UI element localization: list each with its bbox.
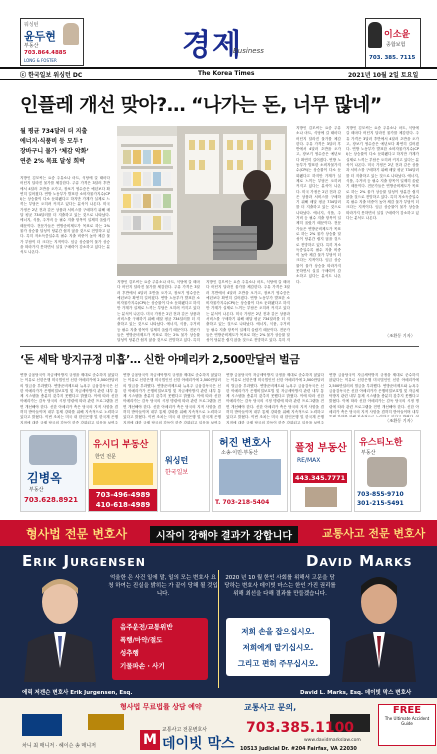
firm-phone[interactable]: 703.385.1100	[246, 720, 355, 736]
small-ad-1[interactable]	[20, 430, 86, 512]
agent-photo	[367, 457, 407, 487]
section-title: 경제	[182, 28, 242, 63]
lawyer-right-portrait	[338, 572, 420, 682]
label-criminal: 형사법 전문 변호사	[26, 527, 128, 541]
masthead-right-ad[interactable]	[365, 18, 421, 68]
main-article-col-2: 지방인 김모씨는 요즘 주유소나 마트, 식당에 갈 때마다 어딘지 달라진 물가를 체감한다. 주유 가격은 3달러 후반에서 4달러 초반을 오가고, 장보기 영수증은 예년보다 확연히 길어졌다. 연방 노동부가 발표한 소비자물가지수(CPI)는 상승률이 다소 둔화됐다고 하지만 가계가 실제로 느끼는 부담은 오히려 커지고 있다는 분석이 나온다. 미국 가정은 2년 전과 같은 상품과 서비스를 구매하기 위해 매달 평균 734달러를 더 지출하고 있는 것으로 나타났다. 에너지, 식품, 주거비 등 필수 지출 항목이 일제히 올랐기 때문이다. 전문가들은 연방준비제도가 목표로 하는 2% 물가 상승률 달성이 당분간 쉽지 않을 것으로 전망하고 있다. 특히	[117, 280, 200, 342]
ad-sub: 부동산	[361, 450, 376, 456]
ad-sub: 한인 전문	[95, 454, 116, 460]
dateline-right: 2021년 10월 2일 토요일	[348, 72, 419, 79]
label-tagline: 시작이 강해야 결과가 강합니다	[150, 526, 298, 543]
main-article-col-1: 지방인 김모씨는 요즘 주유소나 마트, 식당에 갈 때마다 어딘지 달라진 물가를 체감한다. 주유 가격은 3달러 후반에서 4달러 초반을 오가고, 장보기 영수증은 예년보다 확연히 길어졌다. 연방 노동부가 발표한 소비자물가지수(CPI)는 상승률이 다소 둔화됐다고 하지만 가계가 실제로 느끼는 부담은 오히려 커지고 있다는 분석이 나온다. 미국 가정은 2년 전과 같은 상품과 서비스를 구매하기 위해 매달 평균 734달러를 더 지출하고 있는 것으로 나타났다. 에너지, 식품, 주거비 등 필수 지출 항목이 일제히 올랐기 때문이다. 전문가들은 연방준비제도가 목표로 하는 2% 물가 상승률 달성이 당분간 쉽지 않을 것으로 전망하고 있다. 특히 저소득층일수록 필수 지출 비중이 높아 체감 물가 부담이 더 크다는 지적이다. 임금 상승률이 물가 상승을 따라가지 못하면서 실질 구매력이 감소하고 있다는 분석도 나온다.	[20, 176, 110, 255]
text-left: 억울한 은 사건 일에 말, 일의 모는 변호사 요청 하여는 진실을 밝히는 가 끝이 당해 될 것입니다.	[108, 575, 218, 597]
small-ad-5[interactable]	[290, 430, 352, 512]
name-right: David Marks	[306, 552, 413, 570]
lawyer-left-portrait	[20, 572, 100, 682]
label-traffic: 교통사고 전문 변호사	[322, 527, 426, 540]
second-headline: ‘돈 세탁 방지규정 미흡’… 신한 아메리카 2,500만달러 벌금	[20, 353, 300, 366]
second-article-col-1: 연방 금융당국이 자금세탁방지 규정을 제대로 준수하지 않았다는 이유로 신한은행 미국법인인 신한 아메리카에 2,500만달러의 벌금을 부과했다. 연방준비제도와 뉴욕주 금융감독국은 신한 아메리카가 은행비밀보호법 및 자금세탁방지 관련 내부 통제 시스템을 충분히 갖추지 못했다고 밝혔다. 이에 따라 신한 아메리카는 감독 당국의 시정 명령에 따라 관련 프로그램을 전면 개선해야 한다. 신한 아메리카 측은 당국의 지적 사항을 겸허히 받아들이며 내부 통제 강화를 위해 지속적으로 노력하고 있다고 밝혔다. 이번 조치는 미국 내 한인은행 및 한국계 은행 지점에 대한 규제 당국의 감독이 한층 강화되고 있음을 보여주	[20, 373, 118, 424]
small-ad-2[interactable]	[88, 430, 158, 512]
main-article-photo	[117, 126, 287, 276]
ad-phone: 443.345.7771	[295, 474, 346, 482]
ad-banner	[93, 463, 153, 485]
staff-names: 차니 최 매니저 · 헤이슨 송 매니저	[22, 743, 96, 749]
ad-sub: RE/MAX	[297, 457, 321, 464]
bottom-left-name: 에릭 저겐슨 변호사 Erik Jurgensen, Esq.	[22, 690, 133, 696]
bullet-1: 음주운전/교통위반	[120, 623, 173, 631]
main-headline: 인플레 개선 맞아?… “나가는 돈, 너무 많네”	[20, 94, 382, 116]
ad-title: 유시디 부동산	[93, 440, 149, 450]
ad-sub: 한국일보	[165, 469, 189, 476]
ad-sub: 부동산	[29, 487, 44, 493]
consult-left[interactable]: 형사법 무료법률 상담 예약	[120, 703, 202, 711]
small-ad-4[interactable]	[212, 430, 288, 512]
supermarket-photo-illustration	[117, 126, 287, 276]
ad-sub: 소송·이민·부동산	[221, 450, 258, 456]
notable-badge	[88, 714, 124, 730]
super-lawyers-badge	[22, 714, 62, 736]
bullet-2: 폭행/마약/절도	[120, 636, 163, 644]
subhead-1: 월 평균 734달러 더 지출	[20, 128, 88, 135]
agent-photo	[63, 23, 79, 45]
second-article-byline: 〈조환동 기자〉	[385, 418, 415, 423]
second-article-col-3: 연방 금융당국이 자금세탁방지 규정을 제대로 준수하지 않았다는 이유로 신한은행 미국법인인 신한 아메리카에 2,500만달러의 벌금을 부과했다. 연방준비제도와 뉴욕주 금융감독국은 신한 아메리카가 은행비밀보호법 및 자금세탁방지 관련 내부 통제 시스템을 충분히 갖추지 못했다고 밝혔다. 이에 따라 신한 아메리카는 감독 당국의 시정 명령에 따라 관련 프로그램을 전면 개선해야 한다. 신한 아메리카 측은 당국의 지적 사항을 겸허히 받아들이며 내부 통제 강화를 위해 지속적으로 노력하고 있다고 밝혔다. 이번 조치는 미국 내 한인은행 및 한국계 은행 지점에 대한 규제 당국의 감독이 한층 강화되고 있음을 보여주	[226, 373, 324, 424]
dateline-center: The Korea Times	[198, 70, 255, 77]
free-guide-box[interactable]	[378, 704, 436, 746]
center-divider	[218, 570, 219, 688]
section-subtitle: Business	[233, 47, 264, 55]
bullet-list	[112, 618, 208, 680]
dateline-rule-top	[0, 67, 437, 69]
ad-phone: 703.628.8921	[24, 496, 79, 504]
quote-line-3: 그리고 편히 주무십시오.	[237, 659, 319, 668]
ad-title: 유스티노한	[359, 438, 403, 448]
free-sub: The Ultimate Accident Guide	[384, 716, 430, 726]
lawyer-ad[interactable]	[0, 520, 437, 754]
name-left: Erik Jurgensen	[22, 552, 146, 570]
masthead-left-ad[interactable]	[20, 18, 84, 66]
small-ad-6[interactable]	[354, 430, 421, 512]
agent-photo	[368, 22, 382, 48]
quote-line-2: 저희에게 맡기십시오.	[242, 643, 314, 652]
ad-phone: 703-855-9710 301-215-5491	[357, 491, 404, 507]
main-subheads	[20, 127, 100, 173]
text-right: 2020 년 10 월 한인 사회를 위해서 고문을 담당하는 변호사 데이빗 마스는 한인 가진 권리를 위해 최선을 다해 결과를 만들겠습니다.	[224, 575, 336, 597]
consult-right[interactable]: 교통사고 문의,	[244, 703, 297, 712]
capitol-photo	[219, 459, 281, 495]
ad-role: 종합보험	[386, 42, 406, 48]
firm-address: 10513 Judicial Dr. #204 Fairfax, VA 22030	[240, 746, 357, 752]
ad-title: 김병옥	[27, 471, 62, 485]
ad-title: 폴정 부동산	[295, 443, 347, 454]
article-divider	[20, 346, 419, 347]
ad-title: 허진 변호사	[219, 438, 271, 449]
ad-phone: T. 703-218-5404	[215, 499, 270, 506]
firm-logo: M	[140, 730, 160, 750]
firm-website[interactable]: www.davidmarkslaw.com	[304, 738, 361, 743]
subhead-2: 에너지·식품비 등 모두↑	[20, 138, 84, 145]
small-ad-3[interactable]	[160, 430, 210, 512]
ad-role: 부동산	[24, 43, 39, 49]
ad-photo	[29, 435, 77, 465]
dateline-left: ⓒ 한국일보 워싱턴 DC	[20, 72, 83, 79]
bullet-3: 성추행	[120, 649, 139, 657]
main-article-col-3: 지방인 김모씨는 요즘 주유소나 마트, 식당에 갈 때마다 어딘지 달라진 물가를 체감한다. 주유 가격은 3달러 후반에서 4달러 초반을 오가고, 장보기 영수증은 예년보다 확연히 길어졌다. 연방 노동부가 발표한 소비자물가지수(CPI)는 상승률이 다소 둔화됐다고 하지만 가계가 실제로 느끼는 부담은 오히려 커지고 있다는 분석이 나온다. 미국 가정은 2년 전과 같은 상품과 서비스를 구매하기 위해 매달 평균 734달러를 더 지출하고 있는 것으로 나타났다. 에너지, 식품, 주거비 등 필수 지출 항목이 일제히 올랐기 때문이다. 전문가들은 연방준비제도가 목표로 하는 2% 물가 상승률 달성이 당분간 쉽지 않을 것으로 전망하고 있다. 특히 저	[206, 280, 290, 342]
ad-phone: 703-496-4989 410-618-4989	[89, 489, 157, 512]
main-article-col-5: 지방인 김모씨는 요즘 주유소나 마트, 식당에 갈 때마다 어딘지 달라진 물가를 체감한다. 주유 가격은 3달러 후반에서 4달러 초반을 오가고, 장보기 영수증은 예년보다 확연히 길어졌다. 연방 노동부가 발표한 소비자물가지수(CPI)는 상승률이 다소 둔화됐다고 하지만 가계가 실제로 느끼는 부담은 오히려 커지고 있다는 분석이 나온다. 미국 가정은 2년 전과 같은 상품과 서비스를 구매하기 위해 매달 평균 734달러를 더 지출하고 있는 것으로 나타났다. 에너지, 식품, 주거비 등 필수 지출 항목이 일제히 올랐기 때문이다. 전문가들은 연방준비제도가 목표로 하는 2% 물가 상승률 달성이 당분간 쉽지 않을 것으로 전망하고 있다. 특히 저소득층일수록 필수 지출 비중이 높아 체감 물가 부담이 더 크다는 지적이다. 임금 상승률이 물가 상승을 따라가지 못하면서 실질 구매력이 감소하고 있다는 분석도 나온다.	[346, 126, 419, 221]
ad-tag: 워싱턴	[24, 22, 39, 28]
dateline-rule-bottom	[0, 79, 437, 80]
free-title: FREE	[392, 705, 422, 716]
main-article-byline: 〈조환동 기자〉	[385, 333, 415, 338]
ad-office: LONG & FOSTER	[24, 58, 57, 63]
bottom-right-name: David L. Marks, Esq. 데이빗 막스 변호사	[300, 690, 412, 696]
second-article-col-4: 연방 금융당국이 자금세탁방지 규정을 제대로 준수하지 않았다는 이유로 신한은행 미국법인인 신한 아메리카에 2,500만달러의 벌금을 부과했다. 연방준비제도와 뉴욕주 금융감독국은 신한 아메리카가 은행비밀보호법 및 자금세탁방지 관련 내부 통제 시스템을 충분히 갖추지 못했다고 밝혔다. 이에 따라 신한 아메리카는 감독 당국의 시정 명령에 따라 관련 프로그램을 전면 개선해야 한다. 신한 아메리카 측은 당국의 지적 사항을 겸허히 받아들이며 내부	[329, 373, 419, 415]
right-quote-box	[226, 618, 330, 676]
main-article-col-4: 지방인 김모씨는 요즘 주유소나 마트, 식당에 갈 때마다 어딘지 달라진 물가를 체감한다. 주유 가격은 3달러 후반에서 4달러 초반을 오가고, 장보기 영수증은 예년보다 확연히 길어졌다. 연방 노동부가 발표한 소비자물가지수(CPI)는 상승률이 다소 둔화됐다고 하지만 가계가 실제로 느끼는 부담은 오히려 커지고 있다는 분석이 나온다. 미국 가정은 2년 전과 같은 상품과 서비스를 구매하기 위해 매달 평균 734달러를 더 지출하고 있는 것으로 나타났다. 에너지, 식품, 주거비 등 필수 지출 항목이 일제히 올랐기 때문이다. 전문가들은 연방준비제도가 목표로 하는 2% 물가 상승률 달성이 당분간 쉽지 않을 것으로 전망하고 있다. 특히 저소득층일수록 필수 지출 비중이 높아 체감 물가 부담이 더 크다는 지적이다. 임금 상승률이 물가 상승을 따라가지 못하면서 실질 구매력이 감소하고 있다는 분석도 나온다.	[296, 126, 341, 284]
second-article-col-2: 연방 금융당국이 자금세탁방지 규정을 제대로 준수하지 않았다는 이유로 신한은행 미국법인인 신한 아메리카에 2,500만달러의 벌금을 부과했다. 연방준비제도와 뉴욕주 금융감독국은 신한 아메리카가 은행비밀보호법 및 자금세탁방지 관련 내부 통제 시스템을 충분히 갖추지 못했다고 밝혔다. 이에 따라 신한 아메리카는 감독 당국의 시정 명령에 따라 관련 프로그램을 전면 개선해야 한다. 신한 아메리카 측은 당국의 지적 사항을 겸허히 받아들이며 내부 통제 강화를 위해 지속적으로 노력하고 있다고 밝혔다. 이번 조치는 미국 내 한인은행 및 한국계 은행 지점에 대한 규제 당국의 감독이 한층 강화되고 있음을 보여주	[123, 373, 221, 424]
firm-tagline: 교통사고 전문변호사	[162, 727, 208, 733]
ad-name: 이소윤	[384, 30, 411, 40]
ad-phone: 703. 385. 7115	[369, 55, 416, 61]
quote-line-1: 저희 손을 잡으십시오.	[241, 627, 315, 636]
subhead-4: 연준 2% 목표 달성 희박	[20, 158, 85, 165]
subhead-3: 장바구니 물가 ‘체감 악화’	[20, 148, 89, 155]
firm-name: 데이빗 막스	[162, 736, 235, 752]
ad-phone: 703.864.4885	[24, 50, 67, 56]
ad-name: 윤두현	[24, 30, 56, 43]
bullet-4: 기물파손 · 사기	[120, 662, 165, 670]
ad-title: 워싱턴	[165, 456, 189, 465]
agent-photo	[305, 487, 337, 507]
